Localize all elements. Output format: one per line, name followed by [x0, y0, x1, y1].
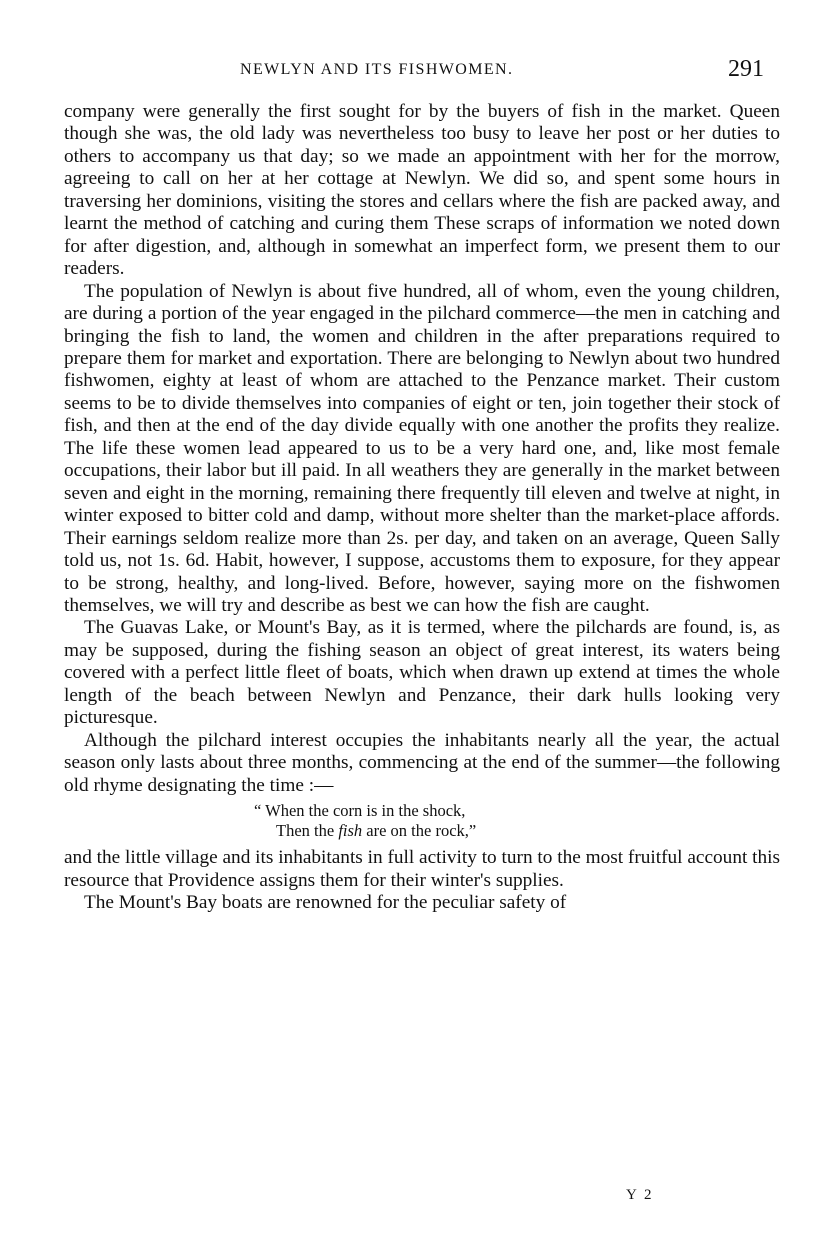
rhyme-quote: [254, 801, 780, 841]
paragraph-1: company were generally the first sought for by the buyers of fish in the market. Queen though she was, the old lady was nevertheless too busy to leave her post or her duties to others to accompany us that day; so we made an appointment with her for the morrow, agreeing to call on her at her cottage at Newlyn. We did so, and spent some hours in traversing her dominions, visiting the stores and cellars where the fish are packed away, and learnt the method of catching and curing them These scraps of information we noted down for after digestion, and, although in somewhat an imperfect form, we present them to our readers.: [64, 101, 780, 280]
running-head: [0, 56, 828, 86]
rhyme-line-2-start: Then the: [276, 821, 339, 841]
rhyme-line-2-italic: fish: [338, 821, 363, 841]
paragraph-6: The Mount's Bay boats are renowned for the peculiar safety of: [84, 891, 567, 913]
page-number: 291: [728, 56, 764, 82]
paragraph-3: The Guavas Lake, or Mount's Bay, as it is termed, where the pilchards are found, is, as may be supposed, during the fishing season an object of great interest, its waters being covered with a perfect little fleet of boats, which when drawn up extend at times the whole length of the beach between Newlyn and Penzance, their dark hulls looking very picturesque.: [64, 617, 780, 729]
rhyme-line-2-end: are on the rock,”: [362, 821, 477, 841]
paragraph-4: Although the pilchard interest occupies the inhabitants nearly all the year, the actual season only lasts about three months, commencing at the end of the summer—the following old rhyme designating the time :—: [64, 729, 780, 796]
running-title: NEWLYN AND ITS FISHWOMEN.: [240, 61, 514, 78]
signature-mark: Y 2: [626, 1187, 654, 1203]
paragraph-5: and the little village and its inhabitants in full activity to turn to the most fruitful account this resource that Providence assigns them for their winter's supplies.: [64, 847, 780, 891]
rhyme-line-1: “ When the corn is in the shock,: [254, 801, 466, 821]
rhyme-line-2: [254, 821, 780, 841]
body-text: [64, 101, 780, 914]
paragraph-2: The population of Newlyn is about five hundred, all of whom, even the young children, are during a portion of the year engaged in the pilchard commerce—the men in catching and bringing the fish to land, the women and children in the after preparations required to prepare them for market and exportation. There are belonging to Newlyn about two hundred fishwomen, eighty at least of whom are attached to the Penzance market. Their custom seems to be to divide themselves into companies of eight or ten, join together their stock of fish, and then at the end of the day divide equally with one another the profits they realize. The life these women lead appeared to us to be a very hard one, and, like most female occupations, their labor but ill paid. In all weathers they are generally in the market between seven and eight in the morning, remaining there frequently till eleven and twelve at night, in winter exposed to bitter cold and damp, without more shelter than the market-place affords. Their earnings seldom realize more than 2s. per day, and taken on an average, Queen Sally told us, not 1s. 6d. Habit, however, I suppose, accustoms them to exposure, for they appear to be strong, healthy, and long-lived. Before, however, saying more on the fishwomen themselves, we will try and describe as best we can how the fish are caught.: [64, 280, 780, 616]
